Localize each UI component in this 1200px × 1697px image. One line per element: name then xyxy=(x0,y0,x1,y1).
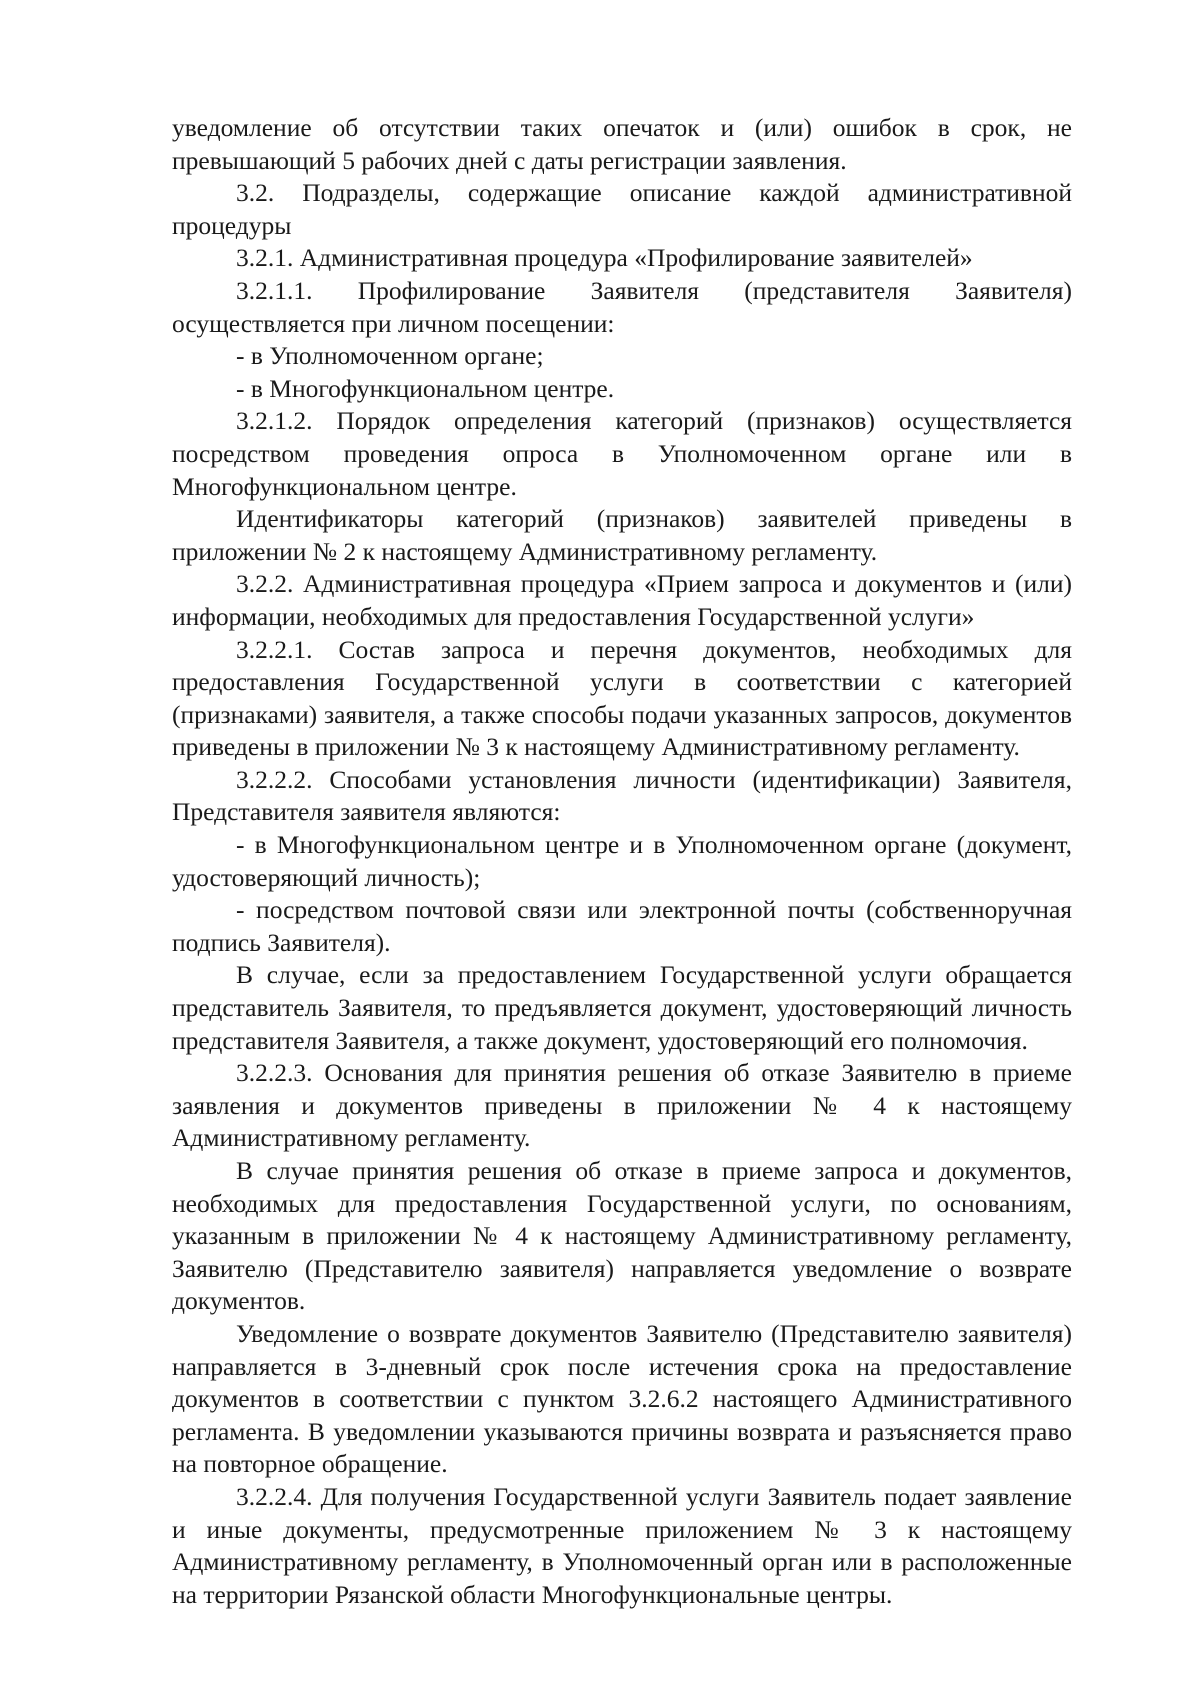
paragraph-identifiers: Идентификаторы категорий (признаков) заявителей приведены в приложении № 2 к настоящему Административному регламенту. xyxy=(172,504,1072,566)
paragraph-3-2-1-2: 3.2.1.2. Порядок определения категорий (признаков) осуществляется посредством проведения опроса в Уполномоченном органе или в Многофункциональном центре. xyxy=(172,406,1072,501)
paragraph-representative: В случае, если за предоставлением Государственной услуги обращается представитель Заявителя, то предъявляется документ, удостоверяющий личность представителя Заявителя, а также документ, удостоверяющий его полномочия. xyxy=(172,960,1072,1055)
list-item-postal-signature: - посредством почтовой связи или электронной почты (собственноручная подпись Заявителя). xyxy=(172,895,1072,957)
list-item-multifunctional-center: - в Многофункциональном центре. xyxy=(236,373,615,403)
section-heading-3-2-2: 3.2.2. Административная процедура «Прием запроса и документов и (или) информации, необходимых для предоставления Государственной услуги» xyxy=(172,569,1072,631)
list-item-authorized-body: - в Уполномоченном органе; xyxy=(236,341,544,371)
section-heading-3-2: 3.2. Подразделы, содержащие описание каждой административной процедуры xyxy=(172,178,1072,240)
paragraph-3-2-2-4: 3.2.2.4. Для получения Государственной услуги Заявитель подает заявление и иные документы, предусмотренные приложением № 3 к настоящему Административному регламенту, в Уполномоченный орган или в расположенные на территории Рязанской области Многофункциональные центры. xyxy=(172,1481,1072,1609)
document-page xyxy=(172,112,1072,1611)
paragraph-3-2-2-2: 3.2.2.2. Способами установления личности (идентификации) Заявителя, Представителя заявителя являются: xyxy=(172,764,1072,827)
paragraph-3-2-2-1: 3.2.2.1. Состав запроса и перечня документов, необходимых для предоставления Государственной услуги в соответствии с категорией (признаками) заявителя, а также способы подачи указанных запросов, документов приведены в приложении № 3 к настоящему Административному регламенту. xyxy=(172,634,1072,762)
list-item-identity-document: - в Многофункциональном центре и в Уполномоченном органе (документ, удостоверяющий личность); xyxy=(172,830,1072,892)
paragraph-refusal: В случае принятия решения об отказе в приеме запроса и документов, необходимых для предоставления Государственной услуги, по основаниям, указанным в приложении № 4 к настоящему Административному регламенту, Заявителю (Представителю заявителя) направляется уведомление о возврате документов. xyxy=(172,1156,1072,1316)
paragraph-3-2-1-1: 3.2.1.1. Профилирование Заявителя (представителя Заявителя) осуществляется при личном посещении: xyxy=(172,275,1072,338)
section-heading-3-2-1: 3.2.1. Административная процедура «Профилирование заявителей» xyxy=(236,243,973,273)
paragraph-return-notice: Уведомление о возврате документов Заявителю (Представителю заявителя) направляется в 3-дневный срок после истечения срока на предоставление документов в соответствии с пунктом 3.2.6.2 настоящего Административного регламента. В уведомлении указываются причины возврата и разъясняется право на повторное обращение. xyxy=(172,1318,1072,1479)
paragraph-3-2-2-3: 3.2.2.3. Основания для принятия решения об отказе Заявителю в приеме заявления и документов приведены в приложении № 4 к настоящему Административному регламенту. xyxy=(172,1058,1072,1153)
paragraph-continuation: уведомление об отсутствии таких опечаток и (или) ошибок в срок, не превышающий 5 рабочих дней с даты регистрации заявления. xyxy=(172,113,1072,175)
